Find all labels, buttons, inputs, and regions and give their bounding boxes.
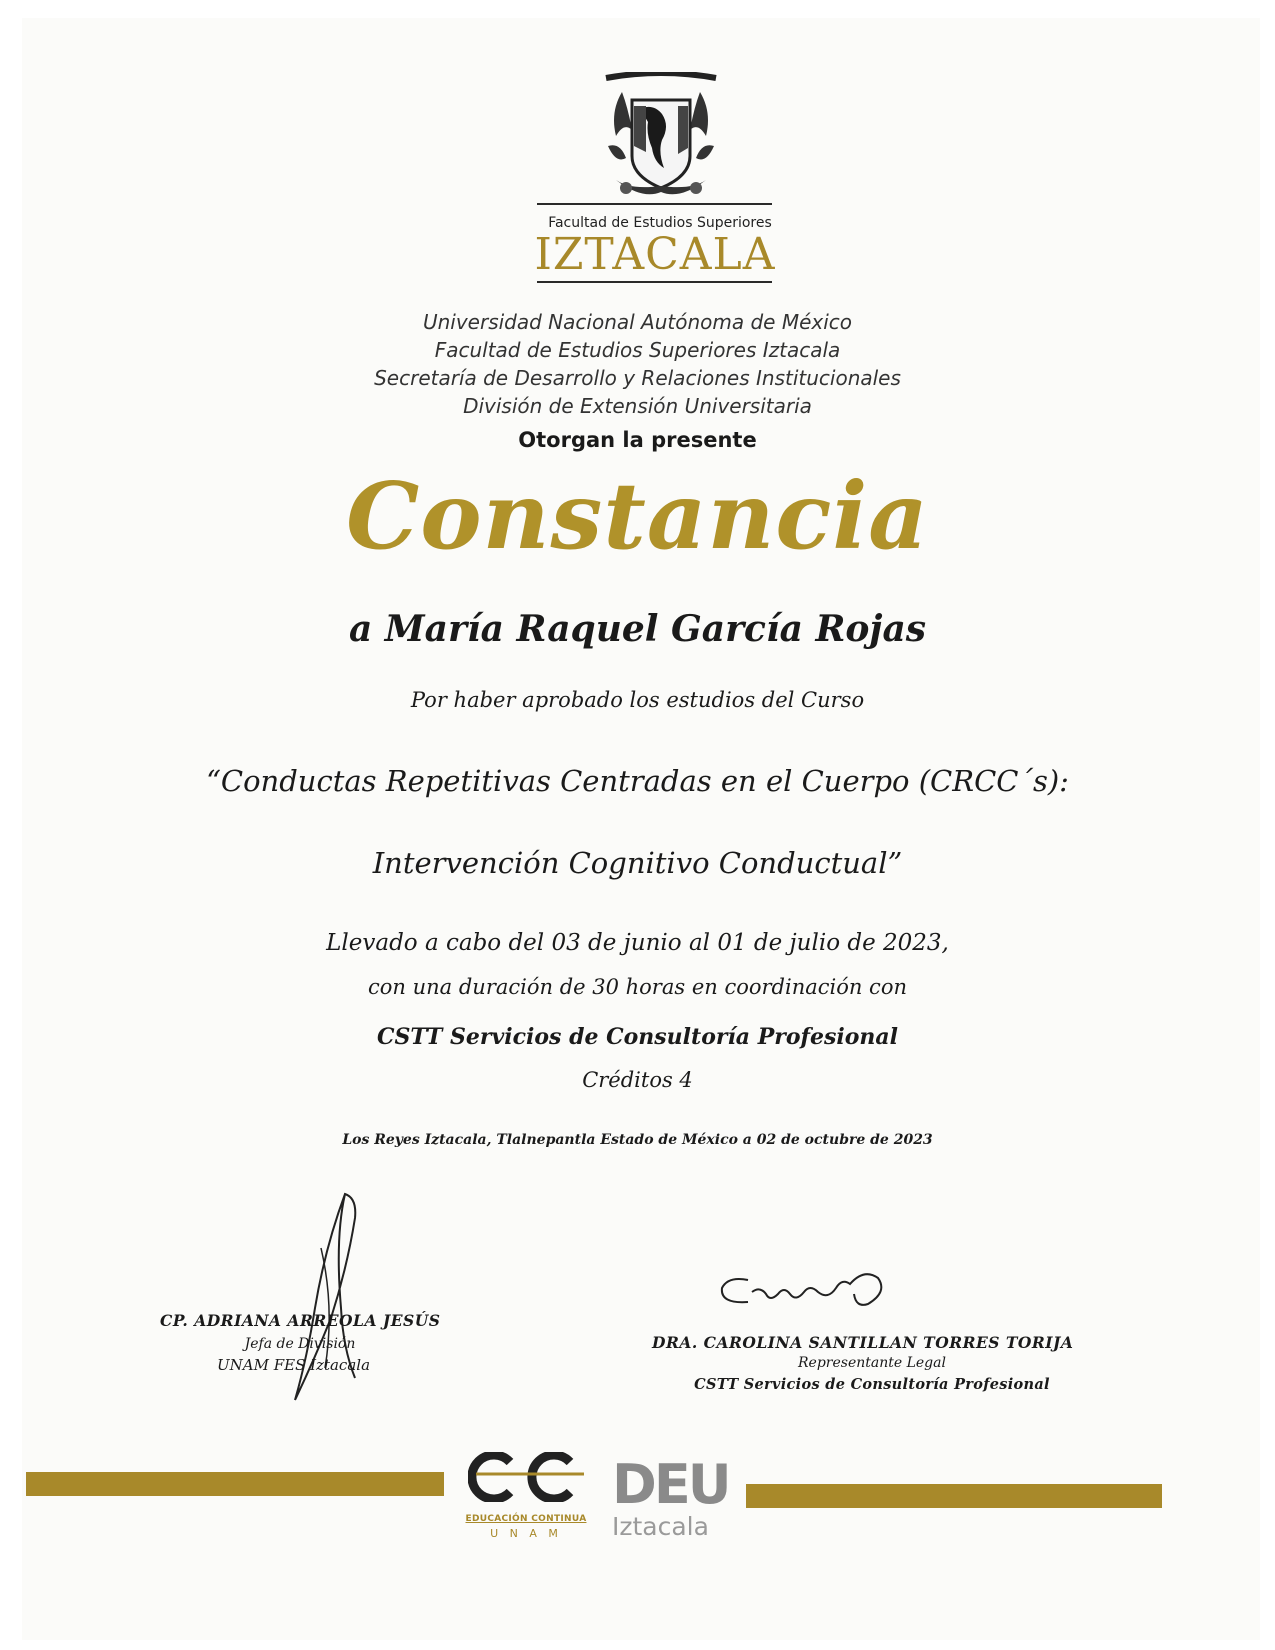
recipient-name: a María Raquel García Rojas [348, 608, 927, 650]
institution-line: Secretaría de Desarrollo y Relaciones Institucionales [374, 366, 901, 390]
footer-gold-bar-right [746, 1484, 1162, 1508]
handwritten-signature [718, 1258, 898, 1318]
footer-gold-bar-left [26, 1472, 444, 1496]
signatory-2-name: DRA. CAROLINA SANTILLAN TORRES TORIJA [652, 1333, 1074, 1352]
faculty-name: IZTACALA [534, 229, 776, 280]
deu-logo: DEU [612, 1453, 729, 1516]
signatory-1-role: Jefa de División [244, 1336, 356, 1352]
signatory-1-name: CP. ADRIANA ARREOLA JESÚS [160, 1311, 441, 1330]
course-duration: con una duración de 30 horas en coordinación con [368, 975, 907, 999]
faculty-label: Facultad de Estudios Superiores [548, 215, 772, 231]
educacion-continua-logo-icon [468, 1452, 592, 1502]
reason-text: Por haber aprobado los estudios del Curso [410, 688, 865, 712]
course-dates: Llevado a cabo del 03 de junio al 01 de julio de 2023, [326, 930, 949, 956]
credits: Créditos 4 [582, 1068, 693, 1092]
institutions-block [0, 308, 1275, 420]
institution-line: División de Extensión Universitaria [463, 394, 812, 418]
institution-line: Facultad de Estudios Superiores Iztacala [434, 338, 841, 362]
faculty-logo-rule-bottom [537, 281, 772, 283]
signatory-2-org: CSTT Servicios de Consultoría Profesional [694, 1376, 1050, 1393]
signatory-2-role: Representante Legal [798, 1355, 946, 1371]
grant-line: Otorgan la presente [518, 428, 757, 452]
faculty-logo-rule-top [537, 203, 772, 205]
educacion-continua-label: EDUCACIÓN CONTINUA [465, 1514, 587, 1524]
deu-iztacala-label: Iztacala [612, 1512, 709, 1541]
document-title: Constancia [346, 462, 929, 570]
course-title-line1: “Conductas Repetitivas Centradas en el Cuerpo (CRCC´s): [206, 764, 1069, 798]
place-and-date: Los Reyes Iztacala, Tlalnepantla Estado de México a 02 de octubre de 2023 [342, 1132, 933, 1148]
course-title-line2: Intervención Cognitivo Conductual” [372, 846, 903, 880]
unam-seal-icon [602, 72, 720, 204]
institution-line: Universidad Nacional Autónoma de México [422, 310, 853, 334]
partner-name: CSTT Servicios de Consultoría Profesional [376, 1024, 899, 1050]
educacion-continua-unam: U N A M [490, 1527, 562, 1540]
handwritten-signature [285, 1188, 385, 1408]
signatory-1-org: UNAM FES Iztacala [217, 1356, 371, 1374]
